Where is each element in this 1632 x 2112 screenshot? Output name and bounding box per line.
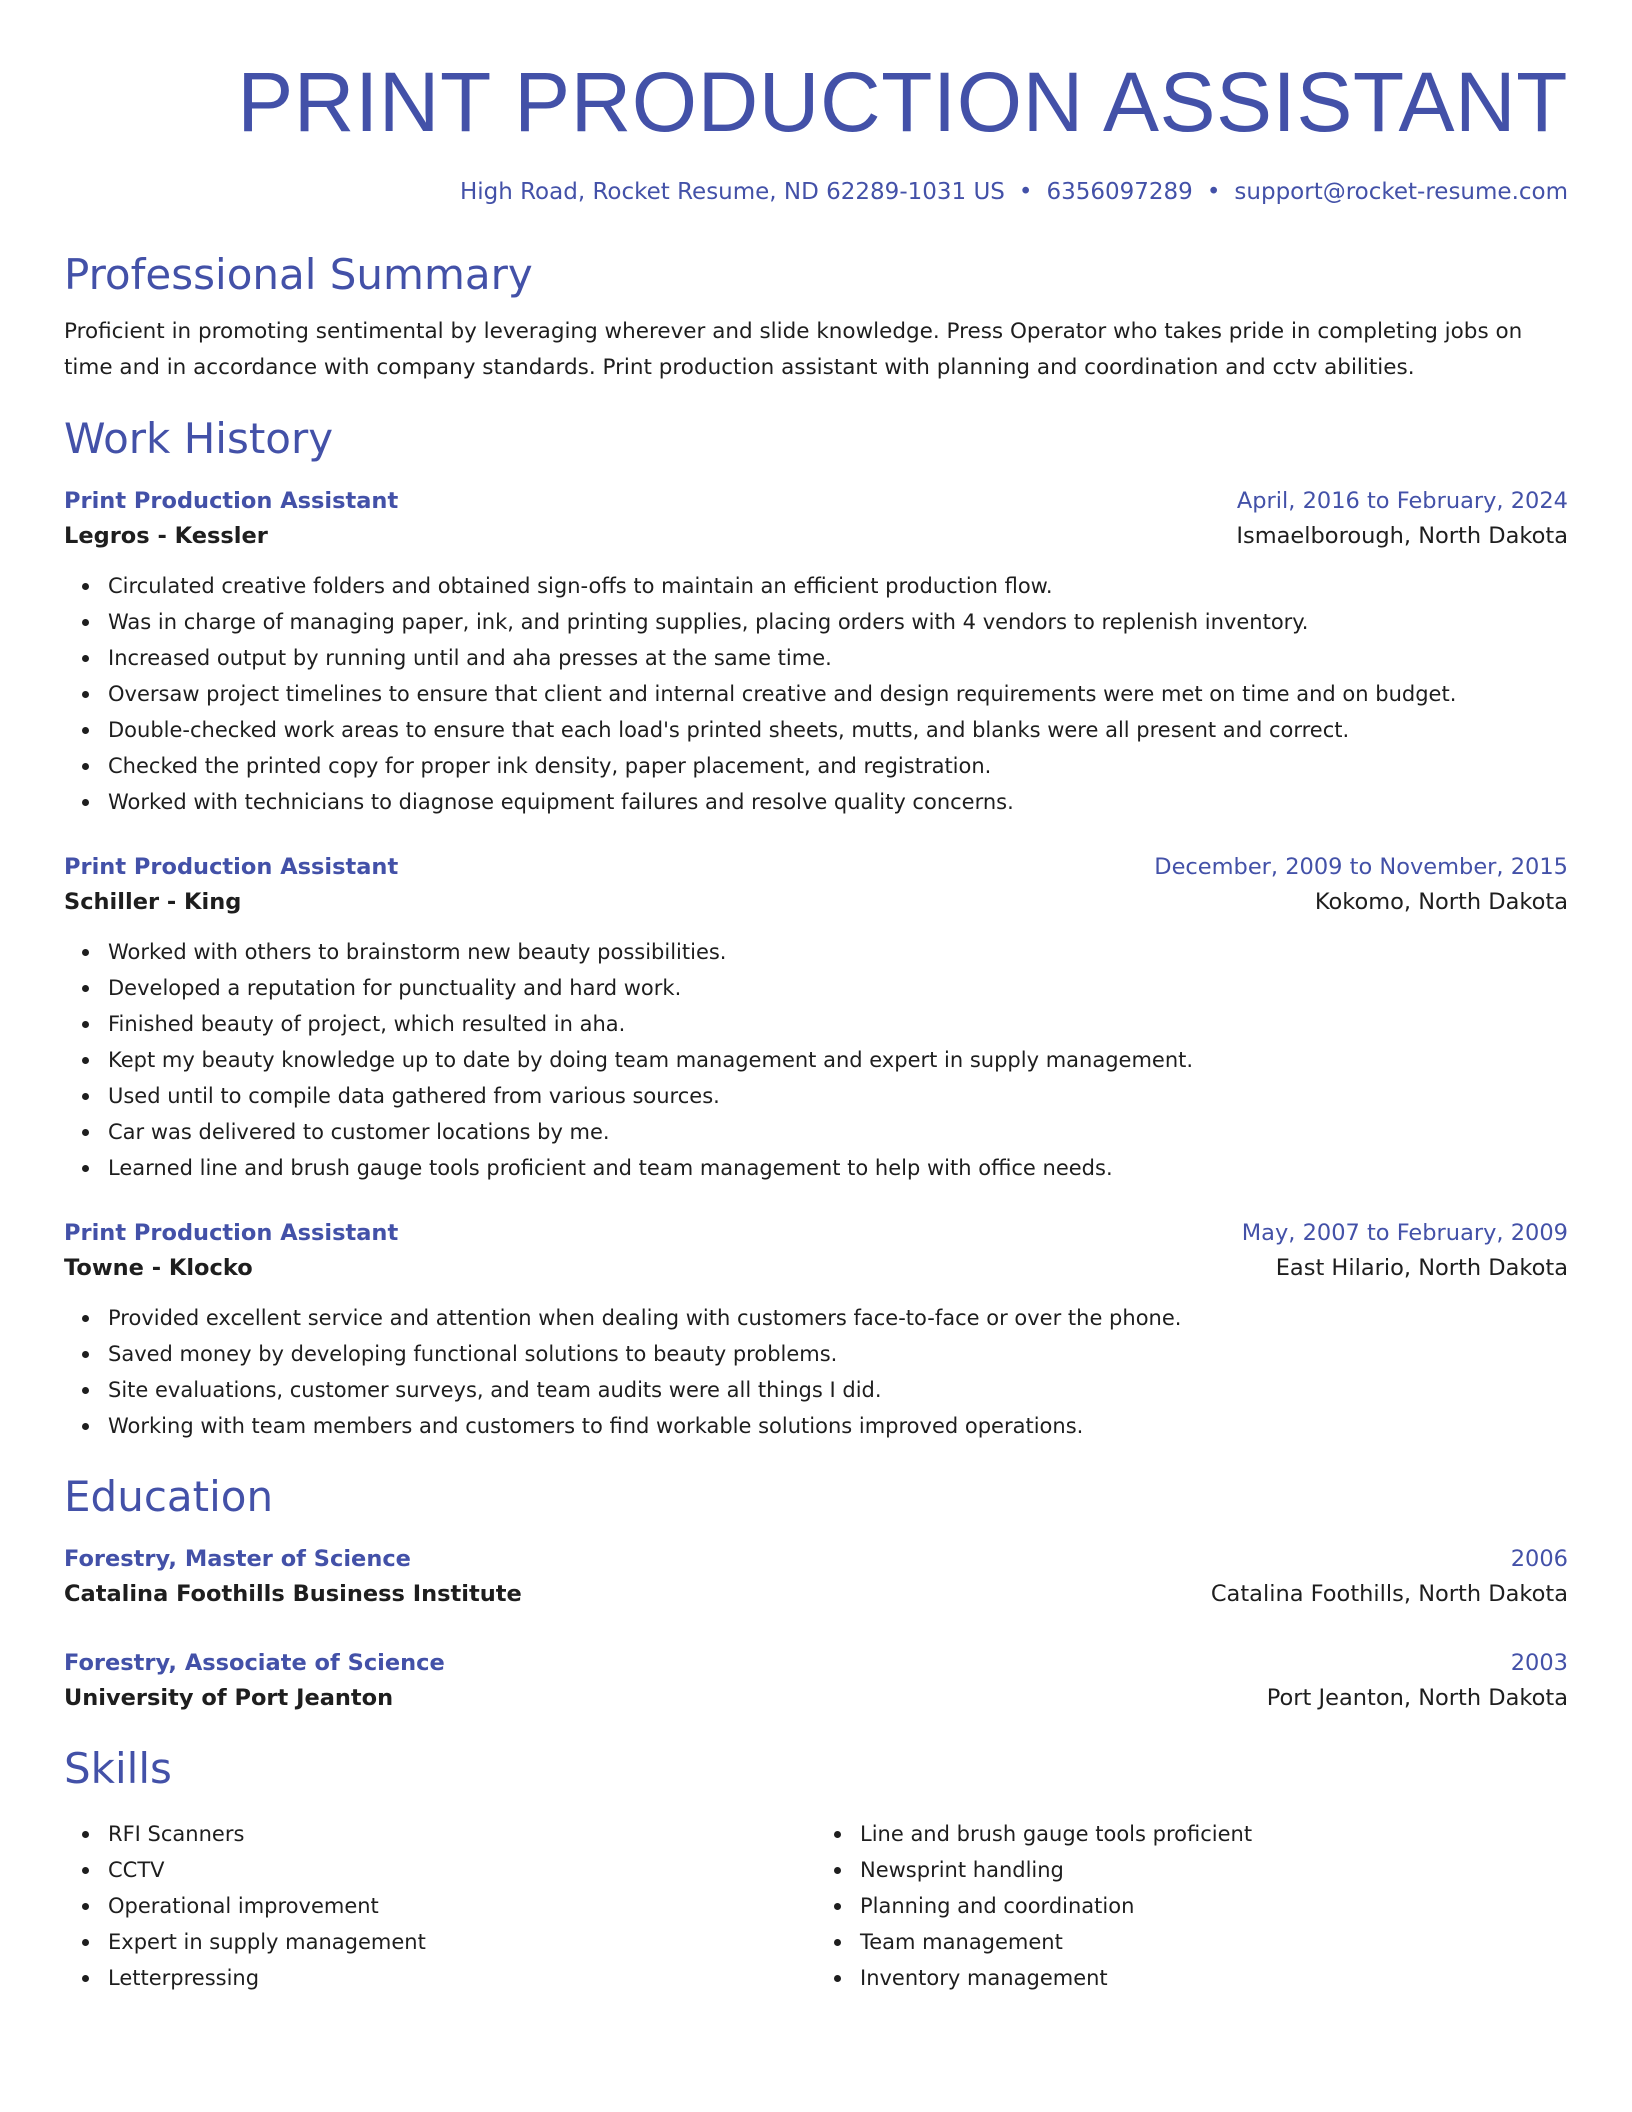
job-dates: May, 2007 to February, 2009 — [1241, 1220, 1568, 1246]
skills-list-left — [64, 1816, 816, 1996]
separator-dot: • — [1018, 179, 1033, 205]
list-item: Car was delivered to customer locations by me. — [108, 1114, 1568, 1150]
email-link[interactable]: support@rocket-resume.com — [1234, 179, 1568, 205]
education-section — [64, 1472, 1568, 1716]
job-company: Legros - Kessler — [64, 523, 268, 549]
list-item: Checked the printed copy for proper ink density, paper placement, and registration. — [108, 748, 1568, 784]
job-dates: April, 2016 to February, 2024 — [1236, 488, 1568, 514]
skill-item: Planning and coordination — [860, 1888, 1568, 1924]
summary-text: Proficient in promoting sentimental by leveraging wherever and slide knowledge. Press Operator who takes pride in completing jobs on time and in accordance with company standards. Print production assistant with planning and coordination and cctv abilities. — [64, 319, 1523, 380]
job-role: Print Production Assistant — [64, 854, 399, 880]
resume-header — [64, 0, 1568, 208]
section-title-skills: Skills — [64, 1744, 172, 1793]
summary-section — [64, 250, 1568, 386]
candidate-title: PRINT PRODUCTION ASSISTANT — [237, 55, 1568, 149]
degree: Forestry, Associate of Science — [64, 1650, 445, 1676]
skill-item: Line and brush gauge tools proficient — [860, 1816, 1568, 1852]
list-item: Provided excellent service and attention when dealing with customers face-to-face or over the phone. — [108, 1300, 1568, 1336]
skill-item: Operational improvement — [108, 1888, 816, 1924]
job-bullets — [64, 934, 1568, 1186]
list-item: Double-checked work areas to ensure that each load's printed sheets, mutts, and blanks were all present and correct. — [108, 712, 1568, 748]
list-item: Worked with technicians to diagnose equipment failures and resolve quality concerns. — [108, 784, 1568, 820]
contact-line — [64, 176, 1568, 208]
school-name: Catalina Foothills Business Institute — [64, 1581, 522, 1607]
skills-list-right — [816, 1816, 1568, 1996]
skill-item: CCTV — [108, 1852, 816, 1888]
phone: 6356097289 — [1046, 179, 1193, 205]
list-item: Working with team members and customers to find workable solutions improved operations. — [108, 1408, 1568, 1444]
job-location: Kokomo, North Dakota — [1314, 889, 1568, 915]
job-role: Print Production Assistant — [64, 488, 399, 514]
job-location: Ismaelborough, North Dakota — [1236, 523, 1568, 549]
education-entry — [64, 1542, 1568, 1612]
skill-item: Expert in supply management — [108, 1924, 816, 1960]
skill-item: RFI Scanners — [108, 1816, 816, 1852]
job-role: Print Production Assistant — [64, 1220, 399, 1246]
job-dates: December, 2009 to November, 2015 — [1154, 854, 1568, 880]
skill-item: Newsprint handling — [860, 1852, 1568, 1888]
school-location: Port Jeanton, North Dakota — [1266, 1685, 1568, 1711]
list-item: Circulated creative folders and obtained sign-offs to maintain an efficient production flow. — [108, 568, 1568, 604]
job-bullets — [64, 568, 1568, 820]
job-company: Schiller - King — [64, 889, 242, 915]
work-history-section — [64, 414, 1568, 1444]
section-title-summary: Professional Summary — [64, 250, 533, 299]
section-title-education: Education — [64, 1472, 274, 1521]
list-item: Site evaluations, customer surveys, and team audits were all things I did. — [108, 1372, 1568, 1408]
skills-columns — [64, 1816, 1568, 1996]
skills-section — [64, 1744, 1568, 1996]
list-item: Developed a reputation for punctuality and hard work. — [108, 970, 1568, 1006]
school-location: Catalina Foothills, North Dakota — [1210, 1581, 1568, 1607]
graduation-year: 2006 — [1510, 1546, 1568, 1572]
section-title-work-history: Work History — [64, 414, 334, 463]
job-company: Towne - Klocko — [64, 1255, 253, 1281]
skill-item: Letterpressing — [108, 1960, 816, 1996]
address: High Road, Rocket Resume, ND 62289-1031 US — [459, 179, 1005, 205]
list-item: Was in charge of managing paper, ink, and printing supplies, placing orders with 4 vendors to replenish inventory. — [108, 604, 1568, 640]
graduation-year: 2003 — [1510, 1650, 1568, 1676]
list-item: Learned line and brush gauge tools proficient and team management to help with office needs. — [108, 1150, 1568, 1186]
degree: Forestry, Master of Science — [64, 1546, 411, 1572]
separator-dot: • — [1206, 179, 1221, 205]
list-item: Used until to compile data gathered from various sources. — [108, 1078, 1568, 1114]
skill-item: Inventory management — [860, 1960, 1568, 1996]
list-item: Saved money by developing functional solutions to beauty problems. — [108, 1336, 1568, 1372]
job-entry — [64, 1216, 1568, 1444]
job-entry — [64, 484, 1568, 820]
school-name: University of Port Jeanton — [64, 1685, 394, 1711]
job-entry — [64, 850, 1568, 1186]
list-item: Finished beauty of project, which resulted in aha. — [108, 1006, 1568, 1042]
list-item: Worked with others to brainstorm new beauty possibilities. — [108, 934, 1568, 970]
job-location: East Hilario, North Dakota — [1275, 1255, 1568, 1281]
list-item: Increased output by running until and aha presses at the same time. — [108, 640, 1568, 676]
list-item: Kept my beauty knowledge up to date by doing team management and expert in supply management. — [108, 1042, 1568, 1078]
job-bullets — [64, 1300, 1568, 1444]
list-item: Oversaw project timelines to ensure that client and internal creative and design requirements were met on time and on budget. — [108, 676, 1568, 712]
education-entry — [64, 1646, 1568, 1716]
skill-item: Team management — [860, 1924, 1568, 1960]
